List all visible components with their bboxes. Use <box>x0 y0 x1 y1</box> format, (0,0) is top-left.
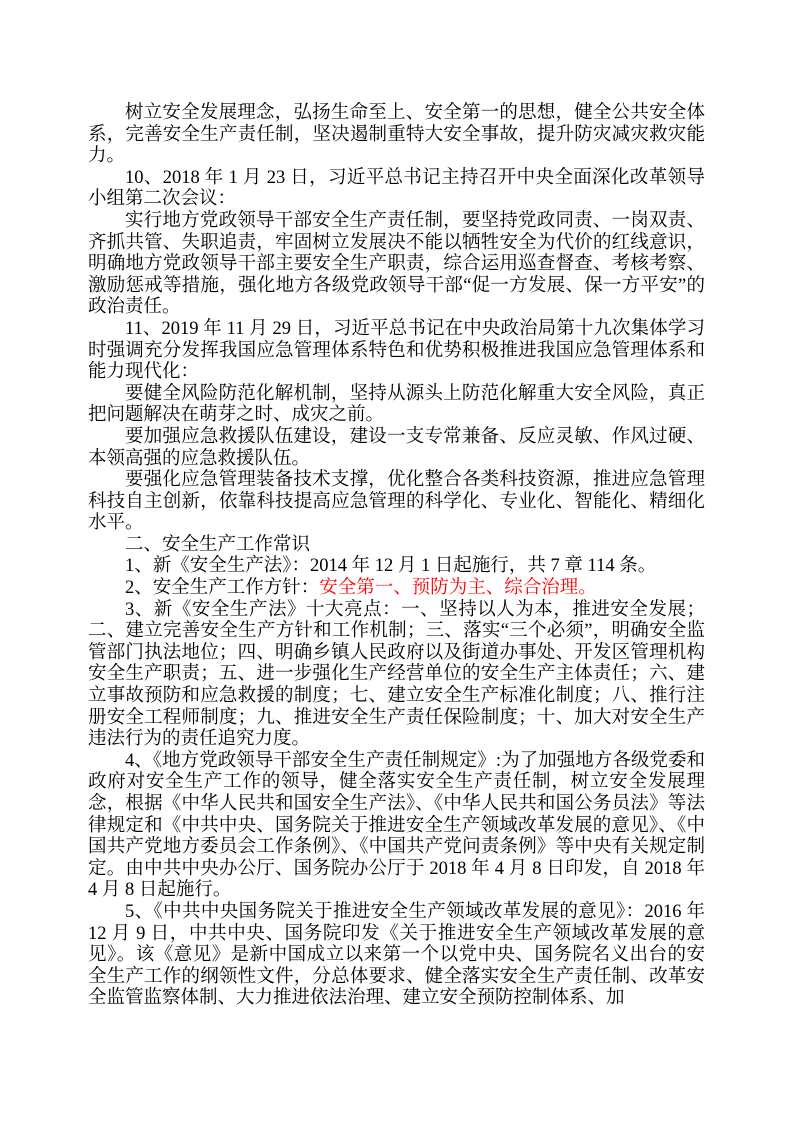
work-policy-value-highlighted: 安全第一、预防为主、综合治理。 <box>319 578 597 599</box>
paragraph-item-10-content: 实行地方党政领导干部安全生产责任制，要坚持党政同责、一岗双责、齐抓共管、失职追责，牢固树立发展决不能以牺牲安全为代价的红线意识，明确地方党政领导干部主要安全生产职责，综合运用巡查督查、考核考察、激励惩戒等措施，强化地方各级党政领导干部“促一方发展、保一方平安”的政治责任。 <box>88 210 705 318</box>
paragraph-item-11-point-risk-prevention: 要健全风险防范化解机制，坚持从源头上防范化解重大安全风险，真正把问题解决在萌芽之时、成灾之前。 <box>88 383 705 426</box>
paragraph-item-11-point-rescue-teams: 要加强应急救援队伍建设，建设一支专常兼备、反应灵敏、作风过硬、本领高强的应急救援队伍。 <box>88 426 705 469</box>
paragraph-item-11-heading: 11、2019 年 11 月 29 日，习近平总书记在中央政治局第十九次集体学习时强调充分发挥我国应急管理体系特色和优势积极推进我国应急管理体系和能力现代化： <box>88 318 705 383</box>
paragraph-item-2-work-policy <box>88 578 705 600</box>
paragraph-item-11-point-tech-support: 要强化应急管理装备技术支撑，优化整合各类科技资源，推进应急管理科技自主创新，依靠科技提高应急管理的科学化、专业化、智能化、精细化水平。 <box>88 470 705 534</box>
paragraph-item-3-ten-highlights: 3、新《安全生产法》十大亮点：一、坚持以人为本，推进安全发展；二、建立完善安全生产方针和工作机制；三、落实“三个必须”，明确安全监管部门执法地位；四、明确乡镇人民政府以及街道办事处、开发区管理机构安全生产职责；五、进一步强化生产经营单位的安全生产主体责任；六、建立事故预防和应急救援的制度；七、建立安全生产标准化制度；八、推行注册安全工程师制度；九、推进安全生产责任保险制度；十、加大对安全生产违法行为的责任追究力度。 <box>88 599 705 750</box>
work-policy-label: 2、安全生产工作方针： <box>125 578 320 599</box>
document-text-block <box>88 103 705 1010</box>
paragraph-item-5-opinion: 5、《中共中央国务院关于推进安全生产领域改革发展的意见》：2016 年 12 月 9 日，中共中央、国务院印发《关于推进安全生产领域改革发展的意见》。该《意见》是新中国成立以来第一个以党中央、国务院名义出台的安全生产工作的纲领性文件，分总体要求、健全落实安全生产责任制、改革安全监管监察体制、大力推进依法治理、建立安全预防控制体系、加 <box>88 901 705 1009</box>
paragraph-safety-development-concept: 树立安全发展理念，弘扬生命至上、安全第一的思想，健全公共安全体系，完善安全生产责任制，坚决遏制重特大安全事故，提升防灾减灾救灾能力。 <box>88 103 705 167</box>
paragraph-item-4-regulation: 4、《地方党政领导干部安全生产责任制规定》:为了加强地方各级党委和政府对安全生产工作的领导，健全落实安全生产责任制，树立安全发展理念，根据《中华人民共和国安全生产法》、《中华人民共和国公务员法》等法律规定和《中共中央、国务院关于推进安全生产领域改革发展的意见》、《中国共产党地方委员会工作条例》、《中国共产党问责条例》等中央有关规定制定。由中共中央办公厅、国务院办公厅于 2018 年 4 月 8 日印发，自 2018 年 4 月 8 日起施行。 <box>88 750 705 901</box>
paragraph-item-10-heading: 10、2018 年 1 月 23 日，习近平总书记主持召开中央全面深化改革领导小组第二次会议： <box>88 167 705 210</box>
section-2-heading: 二、安全生产工作常识 <box>125 534 311 555</box>
paragraph-item-1-production-safety-law: 1、新《安全生产法》：2014 年 12 月 1 日起施行，共 7 章 114 条。 <box>125 556 657 577</box>
